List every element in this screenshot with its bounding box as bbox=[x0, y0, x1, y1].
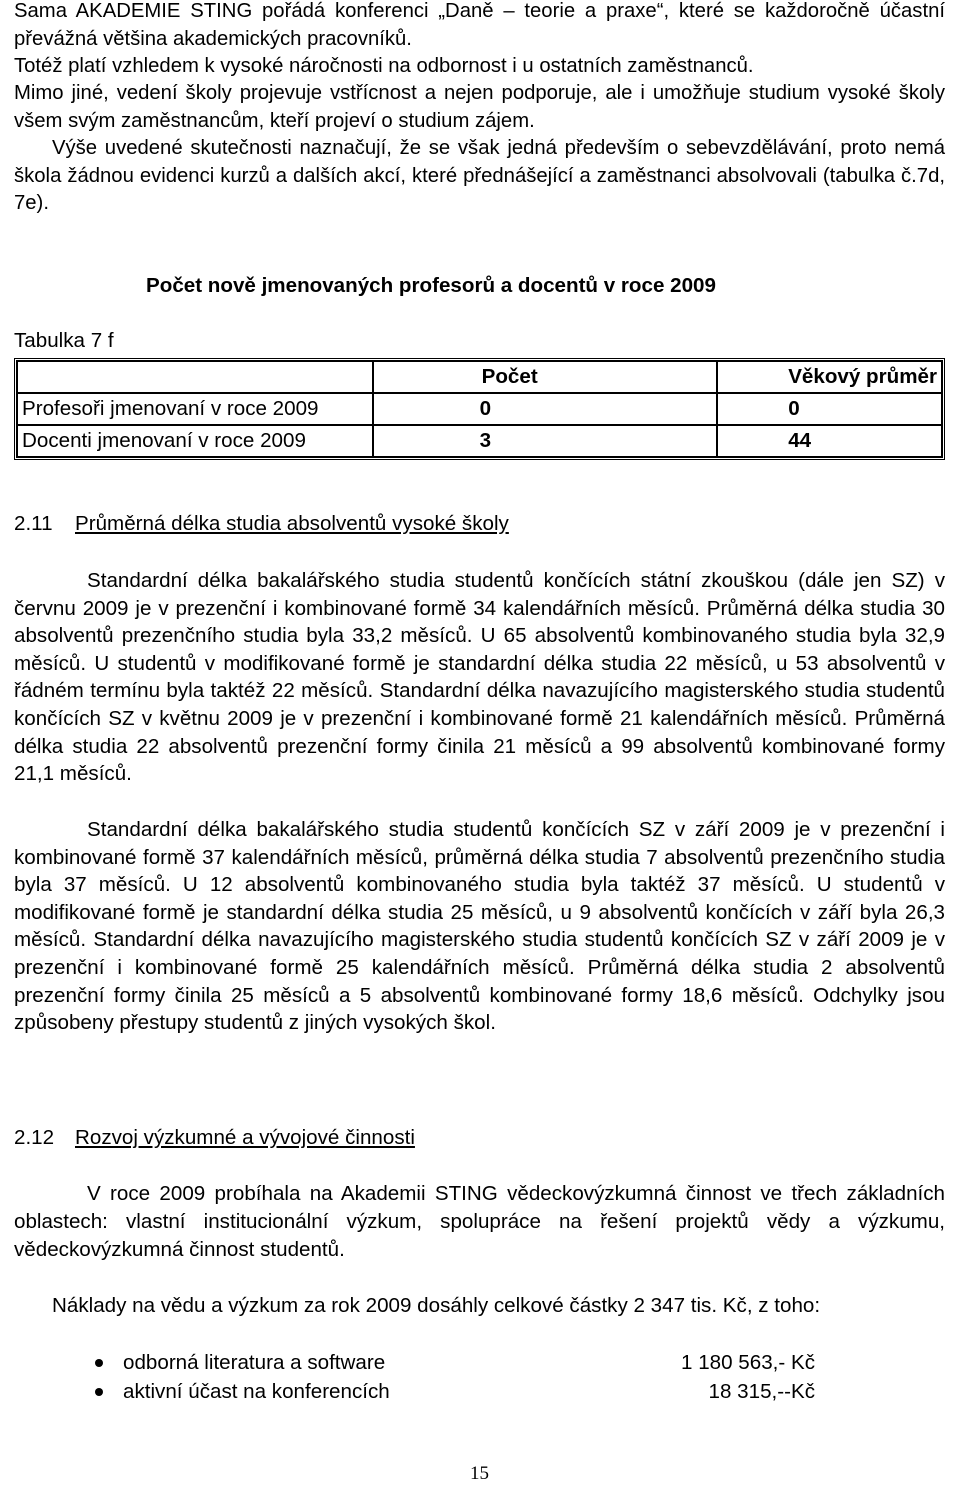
table-header-average-age: Věkový průměr bbox=[717, 361, 942, 393]
intro-paragraph-2: Totéž platí vzhledem k vysoké náročnosti na odbornost i u ostatních zaměstnanců. bbox=[14, 55, 754, 77]
table-cell-label: Profesoři jmenovaní v roce 2009 bbox=[17, 393, 373, 425]
cost-item-amount: 1 180 563,- Kč bbox=[681, 1351, 815, 1374]
table-label: Tabulka 7 f bbox=[14, 329, 114, 352]
page-number: 15 bbox=[470, 1463, 489, 1484]
section-heading-2-12 bbox=[14, 1126, 415, 1150]
bullet-icon bbox=[95, 1388, 103, 1396]
table-cell-average-age: 44 bbox=[717, 425, 942, 457]
section-title: Rozvoj výzkumné a vývojové činnosti bbox=[75, 1126, 415, 1149]
section-2-11-paragraph-1-text: Standardní délka bakalářského studia studentů končících státní zkouškou (dále jen SZ) v červnu 2009 je v prezenční i kombinované formě 34 kalendářních měsíců. Průměrná délka studia 30 absolventů prezenčního studia byla 33,2 měsíců. U 65 absolventů kombinovaného studia byla 32,9 měsíců. U studentů v modifikované formě je standardní délka studia 22 měsíců, u 53 absolventů v řádném termínu byla taktéž 22 měsíců. Standardní délka navazujícího magisterského studia studentů končících SZ v květnu 2009 je v prezenční i kombinované formě 21 kalendářních měsíců. Průměrná délka studia 22 absolventů prezenční formy činila 21 měsíců a 99 absolventů kombinované formy 21,1 měsíců. bbox=[14, 569, 945, 786]
section-2-11-paragraph-2-text: Standardní délka bakalářského studia studentů končících SZ v září 2009 je v prezenční i kombinované formě 37 kalendářních měsíců, průměrná délka studia 7 absolventů prezenčního studia byla 37 měsíců. U 12 absolventů kombinovaného studia byla taktéž 37 měsíců. U studentů v modifikované formě je standardní délka studia 25 měsíců, u 9 absolventů končících v září byla 26,3 měsíců. Standardní délka navazujícího magisterského studia studentů končících SZ v září 2009 je v prezenční i kombinované formě 25 kalendářních měsíců. Průměrná délka studia 2 absolventů prezenční formy činila 25 měsíců a 5 absolventů kombinované formy 18,6 měsíců. Odchylky jsou způsobeny přestupy studentů z jiných vysokých škol. bbox=[14, 818, 945, 1035]
table-header-count: Počet bbox=[373, 361, 718, 393]
table-cell-label: Docenti jmenovaní v roce 2009 bbox=[17, 425, 373, 457]
table-row bbox=[17, 393, 942, 425]
appointments-table bbox=[14, 358, 945, 460]
section-2-11-paragraph-2 bbox=[14, 816, 945, 1037]
section-heading-2-11 bbox=[14, 512, 509, 536]
table-title: Počet nově jmenovaných profesorů a docentů v roce 2009 bbox=[146, 274, 716, 297]
section-2-12-paragraph-1-text: V roce 2009 probíhala na Akademii STING vědeckovýzkumná činnost ve třech základních oblastech: vlastní institucionální výzkum, spolupráce na řešení projektů vědy a výzkumu, vědeckovýzkumná činnost studentů. bbox=[14, 1182, 945, 1261]
cost-list-item bbox=[14, 1377, 945, 1406]
cost-item-label: odborná literatura a software bbox=[123, 1351, 386, 1374]
cost-list-item bbox=[14, 1348, 945, 1377]
table-row bbox=[17, 425, 942, 457]
intro-paragraph-3: Mimo jiné, vedení školy projevuje vstřícnost a nejen podporuje, ale i umožňuje studium vysoké školy všem svým zaměstnancům, kteří projeví o studium zájem. bbox=[14, 82, 945, 132]
section-2-12-paragraph-2 bbox=[14, 1292, 945, 1320]
table-header-row bbox=[17, 361, 942, 393]
section-2-12-paragraph-2-text: Náklady na vědu a výzkum za rok 2009 dosáhly celkové částky 2 347 tis. Kč, z toho: bbox=[52, 1294, 821, 1317]
intro-paragraph-1: Sama AKADEMIE STING pořádá konferenci „Daně – teorie a praxe“, které se každoročně účastní převážná většina akademických pracovníků. bbox=[14, 0, 945, 50]
section-title: Průměrná délka studia absolventů vysoké školy bbox=[75, 512, 509, 535]
section-number: 2.11 bbox=[14, 512, 53, 535]
intro-paragraph-4 bbox=[14, 135, 945, 218]
table-cell-count: 0 bbox=[373, 393, 718, 425]
table-cell-count: 3 bbox=[373, 425, 718, 457]
section-2-12-paragraph-1 bbox=[14, 1180, 945, 1264]
section-number: 2.12 bbox=[14, 1126, 55, 1149]
table-header-cell-empty bbox=[17, 361, 373, 393]
intro-paragraph-4-text: Výše uvedené skutečnosti naznačují, že se však jedná především o sebevzdělávání, proto nemá škola žádnou evidenci kurzů a dalších akcí, které přednášející a zaměstnanci absolvovali (tabulka č.7d, 7e). bbox=[14, 137, 945, 214]
bullet-icon bbox=[95, 1359, 103, 1367]
cost-item-label: aktivní účast na konferencích bbox=[123, 1380, 390, 1403]
table-cell-average-age: 0 bbox=[717, 393, 942, 425]
cost-item-amount: 18 315,--Kč bbox=[708, 1380, 815, 1403]
section-2-11-paragraph-1 bbox=[14, 567, 945, 788]
